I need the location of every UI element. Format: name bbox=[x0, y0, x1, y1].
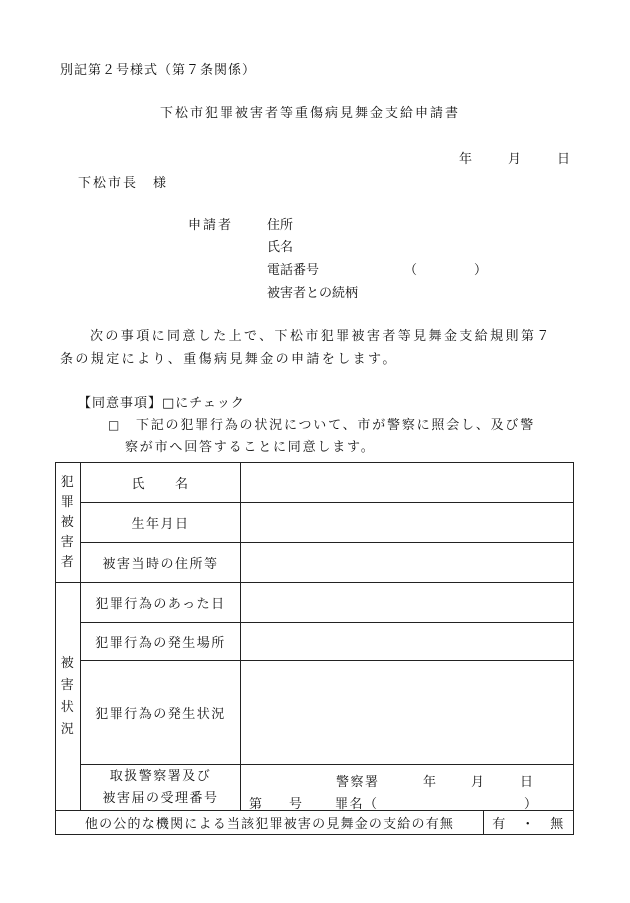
victim-address-field[interactable] bbox=[241, 543, 574, 583]
police-year-label: 年 bbox=[423, 775, 438, 790]
crime-date-label: 犯罪行為のあった日 bbox=[81, 583, 241, 623]
addressee: 下松市長 様 bbox=[78, 176, 169, 191]
document-title: 下松市犯罪被害者等重傷病見舞金支給申請書 bbox=[160, 106, 461, 121]
applicant-name-label: 氏名 bbox=[267, 240, 294, 255]
victim-name-label: 氏 名 bbox=[81, 463, 241, 503]
report-no-prefix: 第 bbox=[249, 797, 264, 812]
form-reference: 別記第２号様式（第７条関係） bbox=[60, 63, 257, 78]
applicant-phone-label: 電話番号 bbox=[267, 263, 320, 278]
police-day-label: 日 bbox=[520, 775, 535, 790]
crime-date-field[interactable] bbox=[241, 583, 574, 623]
other-payment-options[interactable]: 有 ・ 無 bbox=[484, 811, 574, 835]
date-year-label: 年 bbox=[459, 152, 473, 167]
crime-place-label: 犯罪行為の発生場所 bbox=[81, 623, 241, 661]
victim-birthdate-label: 生年月日 bbox=[81, 503, 241, 543]
police-label-line-2: 被害届の受理番号 bbox=[102, 790, 219, 806]
crime-place-field[interactable] bbox=[241, 623, 574, 661]
police-label bbox=[81, 765, 241, 811]
agreement-item-text-1: 下記の犯罪行為の状況について、市が警察に照会し、及び警 bbox=[135, 418, 536, 433]
phone-paren-open: （ bbox=[404, 263, 418, 278]
date-month-label: 月 bbox=[508, 152, 522, 167]
agreement-heading: 【同意事項】□にチェック bbox=[78, 396, 245, 411]
agreement-item-line-2: 察が市へ回答することに同意します。 bbox=[125, 440, 376, 455]
other-payment-label: 他の公的な機関による当該犯罪被害の見舞金の支給の有無 bbox=[56, 811, 484, 835]
application-table bbox=[55, 462, 574, 835]
phone-paren-close: ） bbox=[474, 263, 488, 278]
damage-group-label: 被 害 状 況 bbox=[56, 583, 81, 811]
body-text-line-2: 条の規定により、重傷病見舞金の申請をします。 bbox=[60, 352, 398, 367]
victim-birthdate-field[interactable] bbox=[241, 503, 574, 543]
crime-name-close: ） bbox=[524, 797, 539, 812]
police-station-label: 警察署 bbox=[336, 775, 380, 790]
crime-situation-field[interactable] bbox=[241, 661, 574, 765]
victim-address-label: 被害当時の住所等 bbox=[81, 543, 241, 583]
body-text-line-1: 次の事項に同意した上で、下松市犯罪被害者等見舞金支給規則第７ bbox=[90, 329, 552, 344]
report-no-suffix: 号 bbox=[289, 797, 304, 812]
crime-name-label: 罪名（ bbox=[335, 797, 379, 812]
applicant-label: 申請者 bbox=[188, 218, 234, 233]
applicant-relation-label: 被害者との続柄 bbox=[267, 286, 359, 301]
police-month-label: 月 bbox=[471, 775, 486, 790]
police-field[interactable] bbox=[241, 765, 574, 811]
agreement-checkbox[interactable]: □ bbox=[108, 418, 122, 432]
victim-name-field[interactable] bbox=[241, 463, 574, 503]
crime-situation-label: 犯罪行為の発生状況 bbox=[81, 661, 241, 765]
applicant-address-label: 住所 bbox=[267, 218, 294, 233]
police-label-line-1: 取扱警察署及び bbox=[109, 768, 212, 784]
victim-group-label: 犯 罪 被 害 者 bbox=[56, 463, 81, 583]
date-day-label: 日 bbox=[557, 152, 571, 167]
agreement-item-line-1 bbox=[108, 419, 535, 432]
